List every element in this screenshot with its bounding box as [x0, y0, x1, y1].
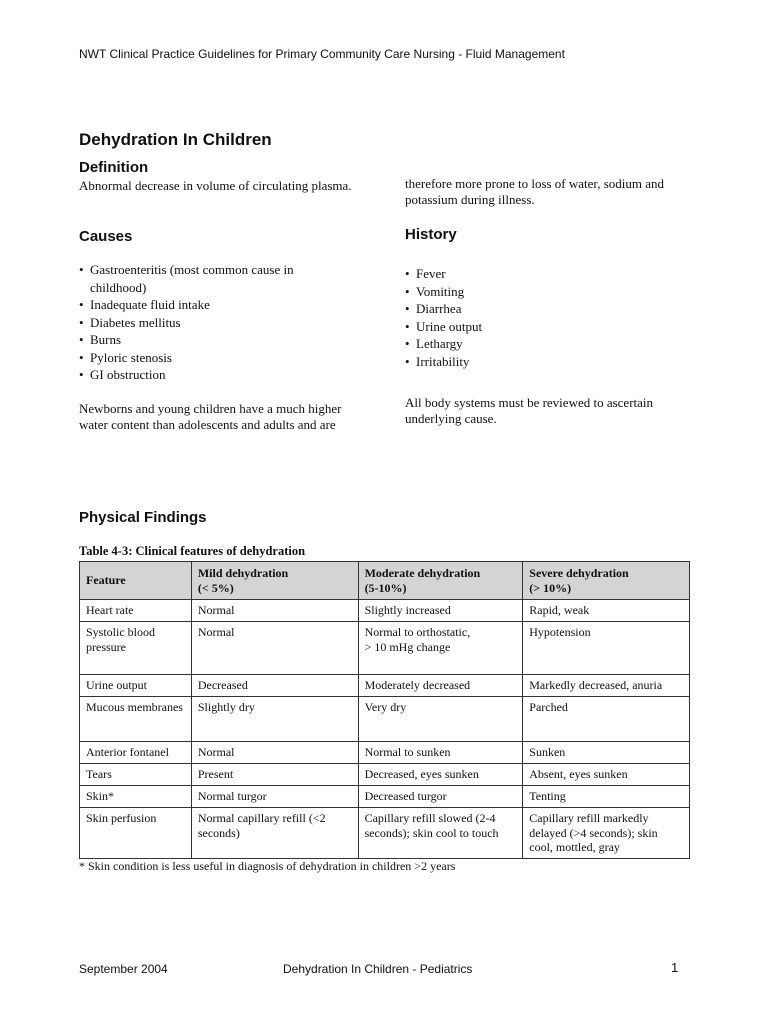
table-cell: Decreased	[191, 675, 358, 697]
table-cell: Mucous membranes	[80, 697, 192, 742]
column-header-severe: Severe dehydration (> 10%)	[523, 562, 690, 600]
table-cell: Decreased turgor	[358, 786, 523, 808]
table-row	[80, 764, 690, 786]
physical-findings-heading: Physical Findings	[79, 509, 207, 526]
table-cell: Normal	[191, 600, 358, 622]
list-item: • Gastroenteritis (most common cause in childhood)	[79, 261, 339, 296]
table-row	[80, 808, 690, 859]
table-cell: Present	[191, 764, 358, 786]
running-header: NWT Clinical Practice Guidelines for Primary Community Care Nursing - Fluid Management	[79, 47, 565, 61]
table-cell: Capillary refill slowed (2-4 seconds); skin cool to touch	[358, 808, 523, 859]
list-item: • Diabetes mellitus	[79, 314, 339, 332]
causes-heading: Causes	[79, 228, 133, 245]
table-row	[80, 622, 690, 675]
list-item: • GI obstruction	[79, 366, 339, 384]
table-cell: Normal	[191, 622, 358, 675]
table-cell: Sunken	[523, 742, 690, 764]
table-row	[80, 786, 690, 808]
table-cell: Normal turgor	[191, 786, 358, 808]
list-item: • Diarrhea	[405, 300, 665, 318]
table-cell: Normal to orthostatic, > 10 mHg change	[358, 622, 523, 675]
list-item: • Inadequate fluid intake	[79, 296, 339, 314]
table-cell: Slightly increased	[358, 600, 523, 622]
definition-heading: Definition	[79, 159, 149, 176]
table-footnote: * Skin condition is less useful in diagnosis of dehydration in children >2 years	[79, 859, 456, 873]
dehydration-features-table	[79, 561, 690, 859]
table-cell: Parched	[523, 697, 690, 742]
causes-note: Newborns and young children have a much higher water content than adolescents and adults and are	[79, 401, 342, 432]
document-title: Dehydration In Children	[79, 130, 272, 149]
table-cell: Rapid, weak	[523, 600, 690, 622]
page-number: 1	[671, 960, 679, 975]
table-row	[80, 675, 690, 697]
column-header-moderate: Moderate dehydration (5-10%)	[358, 562, 523, 600]
list-item: • Lethargy	[405, 335, 665, 353]
list-item: • Fever	[405, 265, 665, 283]
table-cell: Anterior fontanel	[80, 742, 192, 764]
table-cell: Markedly decreased, anuria	[523, 675, 690, 697]
table-cell: Very dry	[358, 697, 523, 742]
table-cell: Moderately decreased	[358, 675, 523, 697]
continued-text: therefore more prone to loss of water, sodium and potassium during illness.	[405, 176, 665, 207]
footer-date: September 2004	[79, 962, 168, 976]
causes-list	[79, 261, 339, 384]
table-cell: Normal to sunken	[358, 742, 523, 764]
column-header-feature: Feature	[80, 562, 192, 600]
list-item: • Vomiting	[405, 283, 665, 301]
table-cell: Tears	[80, 764, 192, 786]
list-item: • Burns	[79, 331, 339, 349]
table-cell: Skin perfusion	[80, 808, 192, 859]
history-note: All body systems must be reviewed to ascertain underlying cause.	[405, 395, 654, 426]
list-item: • Irritability	[405, 353, 665, 371]
table-cell: Urine output	[80, 675, 192, 697]
table-cell: Hypotension	[523, 622, 690, 675]
table-cell: Decreased, eyes sunken	[358, 764, 523, 786]
list-item: • Pyloric stenosis	[79, 349, 339, 367]
table-row	[80, 697, 690, 742]
table-cell: Tenting	[523, 786, 690, 808]
table-row	[80, 742, 690, 764]
table-cell: Absent, eyes sunken	[523, 764, 690, 786]
table-cell: Skin*	[80, 786, 192, 808]
table-cell: Normal capillary refill (<2 seconds)	[191, 808, 358, 859]
table-header-row	[80, 562, 690, 600]
history-heading: History	[405, 226, 457, 243]
definition-text: Abnormal decrease in volume of circulating plasma.	[79, 178, 352, 193]
footer-section: Dehydration In Children - Pediatrics	[283, 962, 473, 976]
table-row	[80, 600, 690, 622]
history-list	[405, 265, 665, 370]
list-item: • Urine output	[405, 318, 665, 336]
table-caption: Table 4-3: Clinical features of dehydration	[79, 544, 306, 558]
table-cell: Systolic blood pressure	[80, 622, 192, 675]
table-cell: Slightly dry	[191, 697, 358, 742]
table-cell: Heart rate	[80, 600, 192, 622]
column-header-mild: Mild dehydration (< 5%)	[191, 562, 358, 600]
table-cell: Normal	[191, 742, 358, 764]
table-cell: Capillary refill markedly delayed (>4 seconds); skin cool, mottled, gray	[523, 808, 690, 859]
